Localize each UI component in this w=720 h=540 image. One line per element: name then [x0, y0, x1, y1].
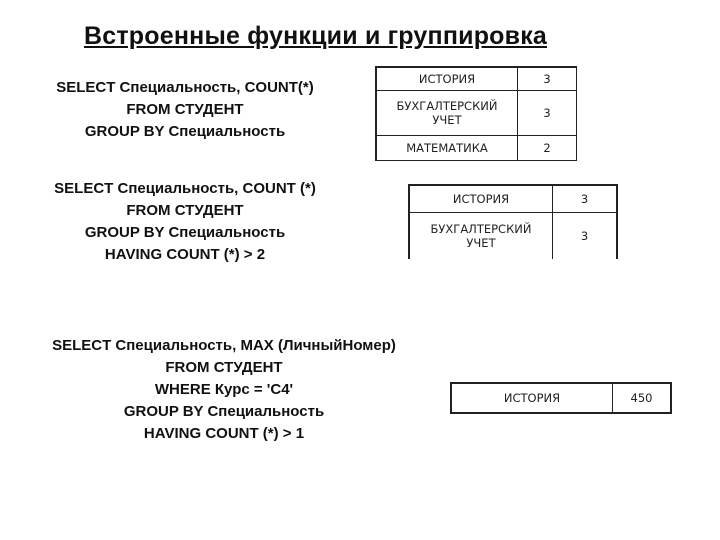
count-cell: 3 — [553, 213, 618, 260]
sql-query-having — [24, 178, 346, 266]
slide-title: Встроенные функции и группировка — [84, 22, 548, 50]
sql-line: SELECT Специальность, COUNT(*) — [56, 79, 314, 96]
count-cell: 3 — [518, 91, 577, 136]
sql-line: FROM СТУДЕНТ — [126, 101, 244, 118]
sql-line: SELECT Специальность, MAX (ЛичныйНомер) — [52, 337, 396, 354]
sql-line: FROM СТУДЕНТ — [126, 202, 244, 219]
specialty-line: БУХГАЛТЕРСКИЙ — [430, 222, 532, 236]
sql-line: GROUP BY Специальность — [123, 403, 325, 420]
table-row — [409, 213, 617, 260]
count-cell: 3 — [553, 185, 618, 213]
table-row — [376, 136, 577, 161]
result-table-having — [408, 184, 618, 259]
specialty-cell: ИСТОРИЯ — [409, 185, 553, 213]
max-number-cell: 450 — [630, 391, 653, 405]
specialty-cell: ИСТОРИЯ — [376, 67, 518, 91]
sql-line: SELECT Специальность, COUNT (*) — [54, 180, 316, 197]
table-row — [409, 185, 617, 213]
sql-line: HAVING COUNT (*) > 2 — [104, 246, 266, 263]
sql-line: WHERE Курс = 'С4' — [154, 381, 294, 398]
sql-line: HAVING COUNT (*) > 1 — [143, 425, 305, 442]
count-cell: 2 — [518, 136, 577, 161]
specialty-cell: ИСТОРИЯ — [451, 383, 613, 413]
count-cell: 3 — [543, 72, 551, 86]
result-table-max — [450, 382, 672, 414]
sql-query-max — [18, 335, 430, 445]
specialty-line: УЧЕТ — [432, 113, 462, 127]
specialty-line: УЧЕТ — [466, 236, 496, 250]
specialty-line: БУХГАЛТЕРСКИЙ — [396, 99, 498, 113]
sql-query-count — [24, 77, 346, 143]
specialty-cell — [376, 91, 518, 136]
sql-line: GROUP BY Специальность — [84, 123, 286, 140]
specialty-cell — [409, 213, 553, 260]
result-table-count — [375, 66, 577, 161]
table-row — [376, 67, 577, 91]
sql-line: GROUP BY Специальность — [84, 224, 286, 241]
table-row — [451, 383, 671, 413]
specialty-cell: МАТЕМАТИКА — [376, 136, 518, 161]
sql-line: FROM СТУДЕНТ — [165, 359, 283, 376]
table-row — [376, 91, 577, 136]
